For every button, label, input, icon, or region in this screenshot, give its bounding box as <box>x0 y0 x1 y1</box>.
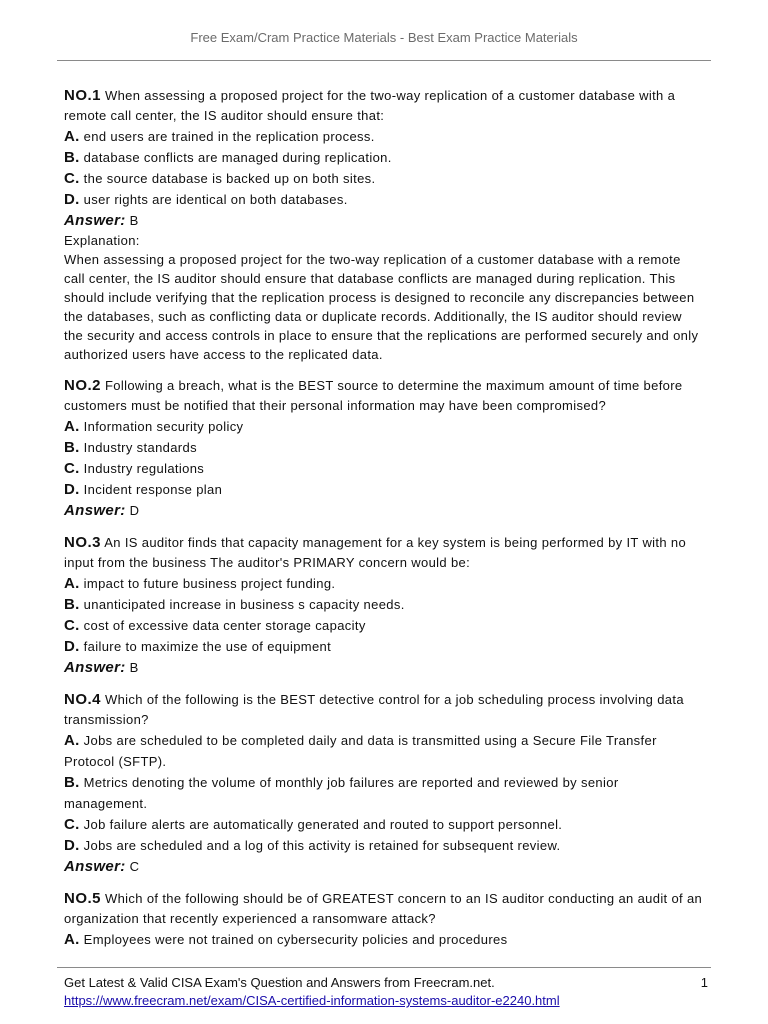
option-letter: B. <box>64 149 80 166</box>
option-c <box>64 615 704 636</box>
option-a <box>64 929 704 950</box>
option-letter: A. <box>64 931 80 948</box>
question-2 <box>64 376 704 521</box>
option-letter: B. <box>64 439 80 456</box>
option-b <box>64 147 704 168</box>
option-letter: B. <box>64 774 80 791</box>
footer-link[interactable]: https://www.freecram.net/exam/CISA-certified-information-systems-auditor-e2240.html <box>64 993 560 1008</box>
option-a <box>64 573 704 594</box>
explanation-label: Explanation: <box>64 233 140 248</box>
option-b <box>64 772 704 814</box>
answer-value: B <box>129 213 139 228</box>
option-text: end users are trained in the replication process. <box>83 129 375 144</box>
answer-label: Answer: <box>64 212 126 229</box>
option-letter: A. <box>64 418 80 435</box>
option-c <box>64 458 704 479</box>
question-3 <box>64 533 704 678</box>
answer-line <box>64 210 704 231</box>
question-text: An IS auditor finds that capacity management for a key system is being performed by IT with no input from the business The auditor's PRIMARY concern would be: <box>64 535 687 570</box>
option-letter: C. <box>64 170 80 187</box>
answer-line <box>64 500 704 521</box>
option-letter: A. <box>64 128 80 145</box>
question-1-stem <box>64 86 704 126</box>
option-a <box>64 416 704 437</box>
question-number: NO.4 <box>64 691 102 708</box>
option-letter: C. <box>64 816 80 833</box>
option-text: impact to future business project funding. <box>83 576 336 591</box>
option-letter: B. <box>64 596 80 613</box>
answer-line <box>64 856 704 877</box>
option-text: Incident response plan <box>83 482 223 497</box>
footer-divider <box>57 967 711 968</box>
questions-content <box>64 86 704 962</box>
option-text: Industry standards <box>83 440 197 455</box>
question-text: Which of the following is the BEST detective control for a job scheduling process involving data transmission? <box>64 692 684 727</box>
option-d <box>64 636 704 657</box>
option-text: Metrics denoting the volume of monthly job failures are reported and reviewed by senior management. <box>64 775 619 811</box>
question-text: When assessing a proposed project for the two-way replication of a customer database with a remote call center, the IS auditor should ensure that: <box>64 88 676 123</box>
answer-label: Answer: <box>64 502 126 519</box>
footer <box>64 975 708 990</box>
footer-text: Get Latest & Valid CISA Exam's Question and Answers from Freecram.net. <box>64 975 495 990</box>
question-3-stem <box>64 533 704 573</box>
answer-label: Answer: <box>64 858 126 875</box>
option-d <box>64 835 704 856</box>
page-header: Free Exam/Cram Practice Materials - Best Exam Practice Materials <box>190 30 578 45</box>
option-text: Employees were not trained on cybersecurity policies and procedures <box>83 932 508 947</box>
answer-value: B <box>129 660 139 675</box>
question-text: Which of the following should be of GREATEST concern to an IS auditor conducting an audit of an organization that recently experienced a ransomware attack? <box>64 891 703 926</box>
option-d <box>64 479 704 500</box>
question-5-stem <box>64 889 704 929</box>
option-letter: A. <box>64 575 80 592</box>
option-text: Industry regulations <box>83 461 205 476</box>
option-text: Job failure alerts are automatically generated and routed to support personnel. <box>83 817 563 832</box>
answer-label: Answer: <box>64 659 126 676</box>
question-number: NO.1 <box>64 87 102 104</box>
option-letter: D. <box>64 191 80 208</box>
question-4-stem <box>64 690 704 730</box>
answer-value: C <box>129 859 140 874</box>
option-letter: C. <box>64 617 80 634</box>
option-text: failure to maximize the use of equipment <box>83 639 332 654</box>
option-text: unanticipated increase in business s capacity needs. <box>83 597 405 612</box>
option-text: cost of excessive data center storage capacity <box>83 618 366 633</box>
option-text: the source database is backed up on both sites. <box>83 171 376 186</box>
option-letter: A. <box>64 732 80 749</box>
question-number: NO.3 <box>64 534 102 551</box>
answer-line <box>64 657 704 678</box>
option-c <box>64 168 704 189</box>
option-letter: D. <box>64 638 80 655</box>
option-d <box>64 189 704 210</box>
option-text: Jobs are scheduled to be completed daily and data is transmitted using a Secure File Transfer Protocol (SFTP). <box>64 733 657 769</box>
header-divider <box>57 60 711 61</box>
option-c <box>64 814 704 835</box>
question-4 <box>64 690 704 877</box>
option-letter: D. <box>64 837 80 854</box>
question-2-stem <box>64 376 704 416</box>
question-number: NO.5 <box>64 890 102 907</box>
question-number: NO.2 <box>64 377 102 394</box>
question-text: Following a breach, what is the BEST source to determine the maximum amount of time before customers must be notified that their personal information may have been compromised? <box>64 378 683 413</box>
option-letter: C. <box>64 460 80 477</box>
option-text: Jobs are scheduled and a log of this activity is retained for subsequent review. <box>83 838 561 853</box>
explanation-text: When assessing a proposed project for the two-way replication of a customer database with a remote call center, the IS auditor should ensure that database conflicts are managed during replication. This should include verifying that the replication process is designed to reconcile any discrepancies between the databases, such as conflicting data or duplicate records. Additionally, the IS auditor should review the security and access controls in place to ensure that the replications are performed securely and only authorized users have access to the replicated data. <box>64 252 699 362</box>
option-letter: D. <box>64 481 80 498</box>
question-5 <box>64 889 704 950</box>
option-text: database conflicts are managed during replication. <box>83 150 392 165</box>
option-text: Information security policy <box>83 419 244 434</box>
question-1 <box>64 86 704 364</box>
option-text: user rights are identical on both databases. <box>83 192 348 207</box>
answer-value: D <box>129 503 140 518</box>
option-b <box>64 437 704 458</box>
option-b <box>64 594 704 615</box>
option-a <box>64 730 704 772</box>
option-a <box>64 126 704 147</box>
page-number: 1 <box>700 975 708 990</box>
